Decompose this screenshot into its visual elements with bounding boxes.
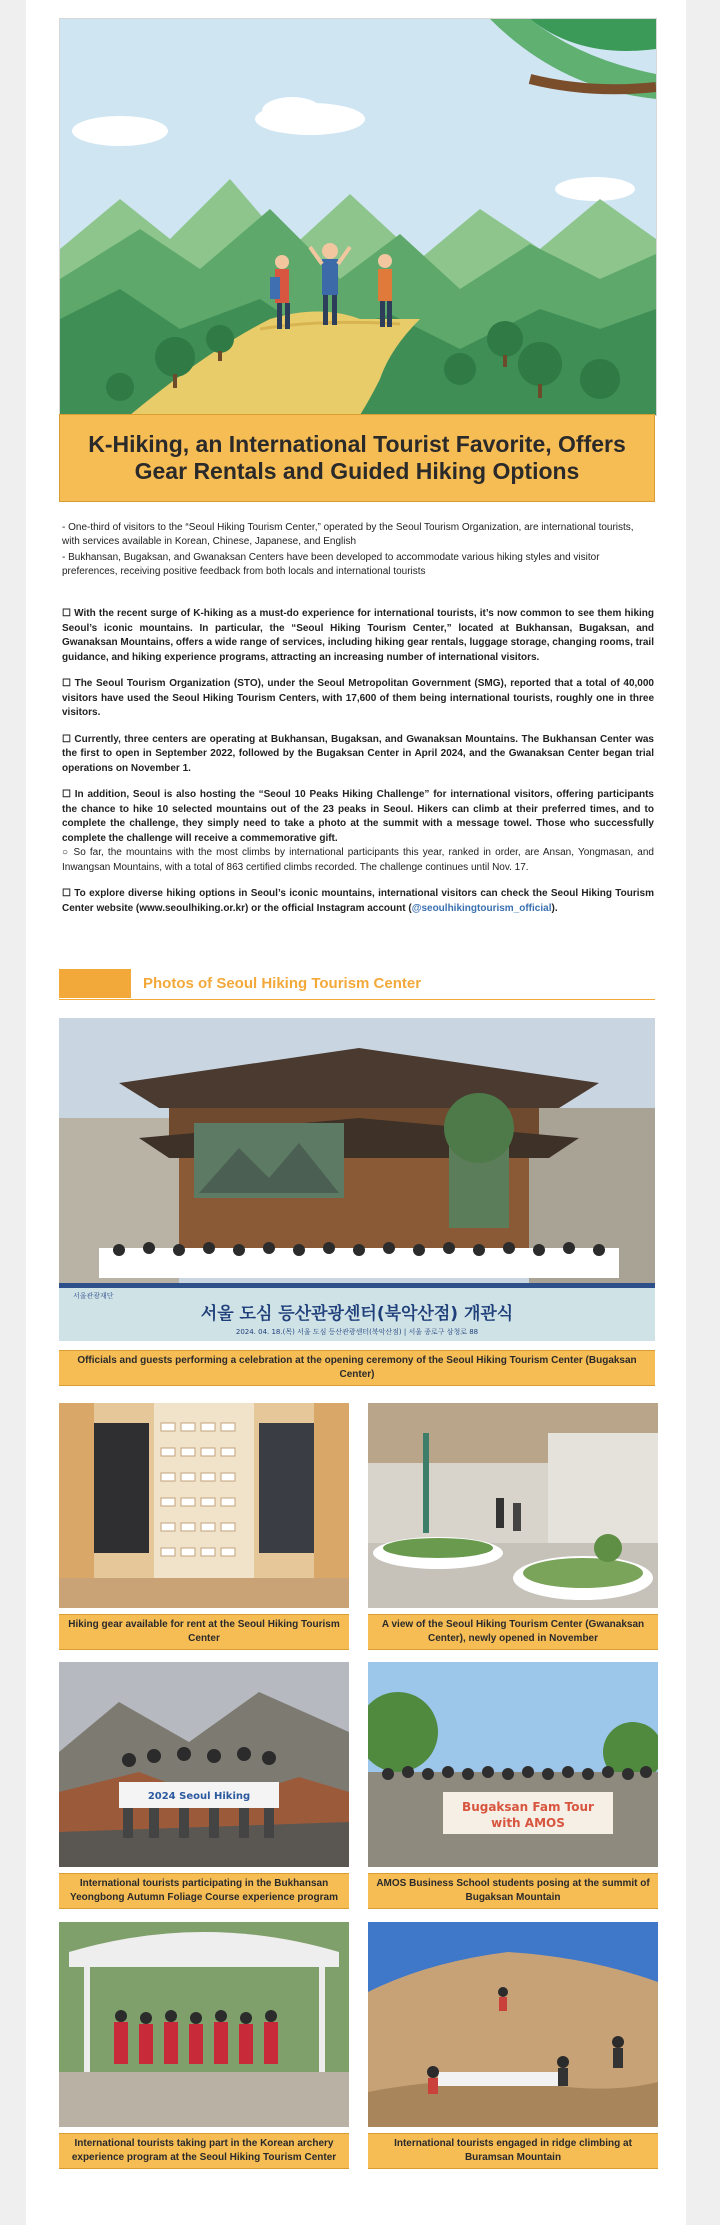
fam-banner-line-1: Bugaksan Fam Tour	[462, 1800, 594, 1814]
photo-caption: A view of the Seoul Hiking Tourism Center (Gwanaksan Center), newly opened in November	[368, 1614, 658, 1650]
photo-opening-ceremony	[59, 1018, 655, 1341]
photos-section-header	[59, 969, 655, 1000]
headline-box	[59, 414, 655, 502]
fam-banner-line-2: with AMOS	[491, 1816, 565, 1830]
summary-block	[62, 521, 654, 581]
page	[26, 0, 686, 2225]
section-accent-bar	[59, 969, 131, 998]
body-paragraph: ☐ With the recent surge of K-hiking as a must-do experience for international tourists, it’s now common to see them hiking Seoul’s iconic mountains. In particular, the “Seoul Hiking Tourism Center,” located at Bukhansan, Bugaksan, and Gwanaksan Mountains, offers a wide range of services, including hiking gear rentals, luggage storage, changing rooms, trail guidance, and hiking experience programs, attracting an increasing number of international visitors.	[62, 608, 654, 663]
final-text-end: ).	[551, 902, 558, 914]
headline: K-Hiking, an International Tourist Favorite, Offers Gear Rentals and Guided Hiking Options	[88, 431, 626, 484]
photo-gwanaksan-center	[368, 1403, 658, 1608]
photo-caption: International tourists participating in the Bukhansan Yeongbong Autumn Foliage Course experience program	[59, 1873, 349, 1909]
final-paragraph	[62, 887, 654, 916]
photo-bukhansan-course	[59, 1662, 349, 1867]
banner-subtext: 2024. 04. 18.(목) 서울 도심 등산관광센터(북악산점) | 서울 종로구 삼청로 88	[235, 1328, 479, 1336]
photo-amos-students	[368, 1662, 658, 1867]
photo-caption: Officials and guests performing a celebration at the opening ceremony of the Seoul Hiking Tourism Center (Bugaksan Center)	[59, 1350, 655, 1386]
challenge-banner-text: 2024 Seoul Hiking	[147, 1791, 251, 1802]
instagram-link[interactable]: @seoulhikingtourism_official	[411, 902, 552, 914]
banner-logo: 서울관광재단	[73, 1292, 114, 1300]
photo-caption: International tourists engaged in ridge climbing at Buramsan Mountain	[368, 2133, 658, 2169]
banner-headline: 서울 도심 등산관광센터(북악산점) 개관식	[200, 1304, 514, 1324]
hero-illustration	[59, 18, 657, 416]
body-paragraph: ☐ The Seoul Tourism Organization (STO), under the Seoul Metropolitan Government (SMG), reported that a total of 40,000 visitors have used the Seoul Hiking Tourism Centers, with 17,600 of them being international tourists, roughly one in three visitors.	[62, 678, 654, 718]
photo-caption: Hiking gear available for rent at the Seoul Hiking Tourism Center	[59, 1614, 349, 1650]
final-text: ☐ To explore diverse hiking options in Seoul’s iconic mountains, international visitors can check the Seoul Hiking Tourism Center website (www.seoulhiking.or.kr) or the official Instagram account (	[62, 888, 654, 914]
challenge-paragraph: ☐ In addition, Seoul is also hosting the “Seoul 10 Peaks Hiking Challenge” for international visitors, offering participants the chance to hike 10 selected mountains out of the 23 peaks in Seoul. Hikers can climb at their preferred times, and to complete the challenge, they simply need to take a photo at the summit with a message towel. Those who successfully complete the challenge will receive a commemorative gift.	[62, 789, 654, 844]
photo-ridge-climbing	[368, 1922, 658, 2127]
photo-caption: AMOS Business School students posing at the summit of Bugaksan Mountain	[368, 1873, 658, 1909]
photo-gear-rental	[59, 1403, 349, 1608]
challenge-subpoint: ○ So far, the mountains with the most climbs by international participants this year, ranked in order, are Ansan, Yongmasan, and Inwangsan Mountains, with a total of 863 certified climbs recorded. The challenge continues until Nov. 17.	[62, 847, 654, 873]
photo-archery-program	[59, 1922, 349, 2127]
photo-caption: International tourists taking part in the Korean archery experience program at the Seoul Hiking Tourism Center	[59, 2133, 349, 2169]
article-body	[62, 607, 654, 928]
body-paragraph: ☐ Currently, three centers are operating at Bukhansan, Bugaksan, and Gwanaksan Mountains. The Bukhansan Center was the first to open in September 2022, followed by the Bugaksan Center in April 2024, and the Gwanaksan Center began trial operations on November 1.	[62, 733, 654, 774]
summary-item: - Bukhansan, Bugaksan, and Gwanaksan Centers have been developed to accommodate various hiking styles and visitor preferences, receiving positive feedback from both locals and international tourists	[62, 552, 600, 577]
section-title: Photos of Seoul Hiking Tourism Center	[143, 975, 422, 992]
summary-item: - One-third of visitors to the “Seoul Hiking Tourism Center,” operated by the Seoul Tourism Organization, are international tourists, with services available in Korean, Chinese, Japanese, and English	[62, 522, 634, 547]
